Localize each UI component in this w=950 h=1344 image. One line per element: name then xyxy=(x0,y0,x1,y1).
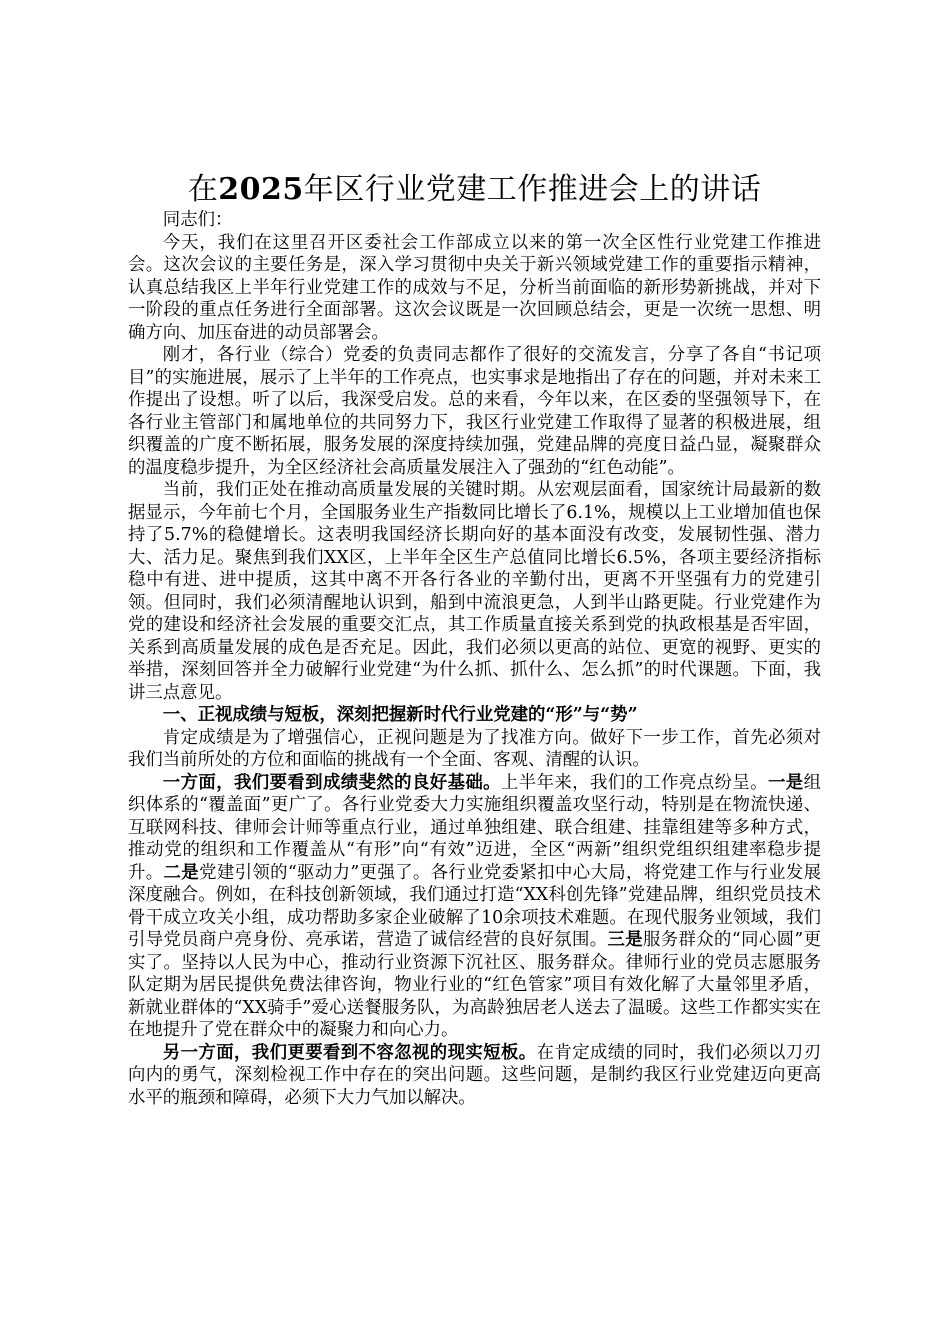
shortcomings-lead-bold: 另一方面，我们更要看到不容忽视的现实短板。 xyxy=(162,1042,537,1063)
document-page xyxy=(128,168,821,1109)
title-suffix: 年区行业党建工作推进会上的讲话 xyxy=(303,172,762,207)
point-2-label: 二是 xyxy=(163,862,200,883)
paragraph-situation: 当前，我们正处在推动高质量发展的关键时期。从宏观层面看，国家统计局最新的数据显示，今年前七个月，全国服务业生产指数同比增长了6.1%，规模以上工业增加值也保持了5.7%的稳健增长。这表明我国经济长期向好的基本面没有改变，发展韧性强、潜力大、活力足。聚焦到我们XX区，上半年全区生产总值同比增长6.5%，各项主要经济指标稳中有进、进中提质，这其中离不开各行各业的辛勤付出，更离不开坚强有力的党建引领。但同时，我们必须清醒地认识到，船到中流浪更急，人到半山路更陡。行业党建作为党的建设和经济社会发展的重要交汇点，其工作质量直接关系到党的执政根基是否牢固，关系到高质量发展的成色是否充足。因此，我们必须以更高的站位、更宽的视野、更实的举措，深刻回答并全力破解行业党建“为什么抓、抓什么、怎么抓”的时代课题。下面，我讲三点意见。 xyxy=(128,480,821,703)
paragraph-opening: 今天，我们在这里召开区委社会工作部成立以来的第一次全区性行业党建工作推进会。这次会议的主要任务是，深入学习贯彻中央关于新兴领域党建工作的重要指示精神，认真总结我区上半年行业党建工作的成效与不足，分析当前面临的新形势新挑战，并对下一阶段的重点任务进行全面部署。这次会议既是一次回顾总结会，更是一次统一思想、明确方向、加压奋进的动员部署会。 xyxy=(128,232,821,343)
point-3-label: 三是 xyxy=(607,930,644,950)
shortcomings-lead-text: 在肯定成绩的同时，我们必须以刀刃向内的勇气，深刻检视工作中存在的突出问题。这些问题，是制约我区行业党建迈向更高水平的瓶颈和障碍，必须下大力气加以解决。 xyxy=(128,1042,821,1108)
paragraph-achievements xyxy=(128,772,821,1042)
title-prefix: 在 xyxy=(187,172,219,207)
section-1-intro: 肯定成绩是为了增强信心，正视问题是为了找准方向。做好下一步工作，首先必须对我们当前所处的方位和面临的挑战有一个全面、客观、清醒的认识。 xyxy=(128,727,821,770)
achievements-lead-text: 上半年来，我们的工作亮点纷呈。 xyxy=(500,772,768,793)
point-2-text: 党建引领的“驱动力”更强了。各行业党委紧扣中心大局，将党建工作与行业发展深度融合。例如，在科技创新领域，我们通过打造“XX科创先锋”党建品牌，组织党员技术骨干成立攻关小组，成功帮助多家企业破解了10余项技术难题。在现代服务业领域，我们引导党员商户亮身份、亮承诺，营造了诚信经营的良好氛围。 xyxy=(128,862,821,950)
paragraph-shortcomings xyxy=(128,1042,821,1110)
achievements-lead-bold: 一方面，我们要看到成绩斐然的良好基础。 xyxy=(162,772,501,793)
title-year: 2025 xyxy=(218,172,304,207)
point-1-text: 组织体系的“覆盖面”更广了。各行业党委大力实施组织覆盖攻坚行动，特别是在物流快递、互联网科技、律师会计师等重点行业，通过单独组建、联合组建、挂靠组建等多种方式，推动党的组织和工作覆盖从“有形”向“有效”迈进，全区“两新”组织党组织组建率稳步提升。 xyxy=(128,772,821,883)
point-1-label: 一是 xyxy=(767,772,804,793)
section-1-heading: 一、正视成绩与短板，深刻把握新时代行业党建的“形”与“势” xyxy=(162,705,638,725)
point-3-text: 服务群众的“同心圆”更实了。坚持以人民为中心，推动行业资源下沉社区、服务群众。律师行业的党员志愿服务队定期为居民提供免费法律咨询，物业行业的“红色管家”项目有效化解了大量邻里矛盾，新就业群体的“XX骑手”爱心送餐服务队，为高龄独居老人送去了温暖。这些工作都实实在在地提升了党在群众中的凝聚力和向心力。 xyxy=(128,930,821,1040)
document-title xyxy=(128,168,821,212)
greeting: 同志们： xyxy=(162,210,233,230)
paragraph-exchange: 刚才，各行业（综合）党委的负责同志都作了很好的交流发言，分享了各自“书记项目”的实施进展，展示了上半年的工作亮点，也实事求是地指出了存在的问题，并对未来工作提出了设想。听了以后，我深受启发。总的来看，今年以来，在区委的坚强领导下，在各行业主管部门和属地单位的共同努力下，我区行业党建工作取得了显著的积极进展，组织覆盖的广度不断拓展，服务发展的深度持续加强，党建品牌的亮度日益凸显，凝聚群众的温度稳步提升，为全区经济社会高质量发展注入了强劲的“红色动能”。 xyxy=(128,345,821,478)
